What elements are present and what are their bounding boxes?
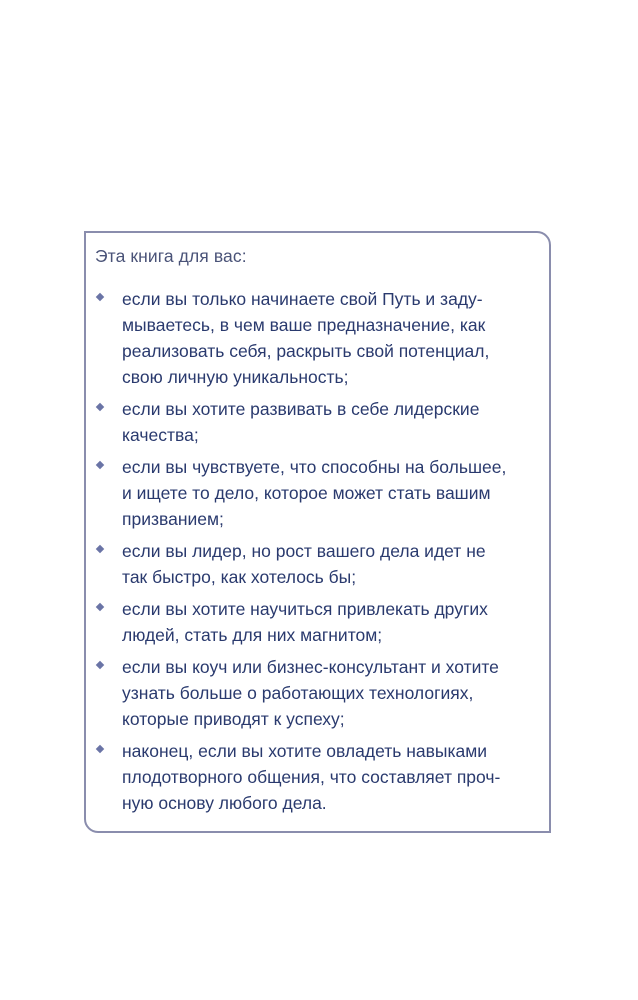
intro-heading: Эта книга для вас: (95, 246, 247, 266)
list-item-line: наконец, если вы хотите овладеть навыками (122, 741, 488, 761)
list-item-line: если вы коуч или бизнес-консультант и хотите (122, 657, 499, 677)
list-item (95, 654, 547, 732)
list-item-line: людей, стать для них магнитом; (122, 625, 383, 645)
diamond-bullet-icon (96, 545, 104, 553)
list-item-line: узнать больше о работающих технологиях, (122, 683, 474, 703)
list-item-line: призванием; (122, 509, 224, 529)
list-item (95, 738, 547, 816)
list-item-line: ную основу любого дела. (122, 793, 327, 813)
list-item-line: и ищете то дело, которое может стать вашим (122, 483, 491, 503)
list-item-line: если вы только начинаете свой Путь и заду- (122, 289, 483, 309)
list-item-line: реализовать себя, раскрыть свой потенциал, (122, 341, 490, 361)
diamond-bullet-icon (96, 403, 104, 411)
list-item (95, 596, 547, 648)
diamond-bullet-icon (96, 661, 104, 669)
diamond-bullet-icon (96, 745, 104, 753)
list-item-line: мываетесь, в чем ваше предназначение, как (122, 315, 486, 335)
diamond-bullet-icon (96, 461, 104, 469)
list-item-line: свою личную уникальность; (122, 367, 349, 387)
list-item-line: если вы хотите развивать в себе лидерские (122, 399, 480, 419)
list-item-line: так быстро, как хотелось бы; (122, 567, 357, 587)
list-item (95, 286, 547, 390)
audience-list (95, 286, 547, 822)
diamond-bullet-icon (96, 293, 104, 301)
list-item (95, 396, 547, 448)
list-item-line: если вы лидер, но рост вашего дела идет не (122, 541, 486, 561)
list-item-line: плодотворного общения, что составляет проч- (122, 767, 501, 787)
list-item-line: которые приводят к успеху; (122, 709, 345, 729)
diamond-bullet-icon (96, 603, 104, 611)
list-item-line: если вы хотите научиться привлекать других (122, 599, 488, 619)
list-item-line: если вы чувствуете, что способны на большее, (122, 457, 507, 477)
list-item (95, 538, 547, 590)
list-item (95, 454, 547, 532)
list-item-line: качества; (122, 425, 199, 445)
